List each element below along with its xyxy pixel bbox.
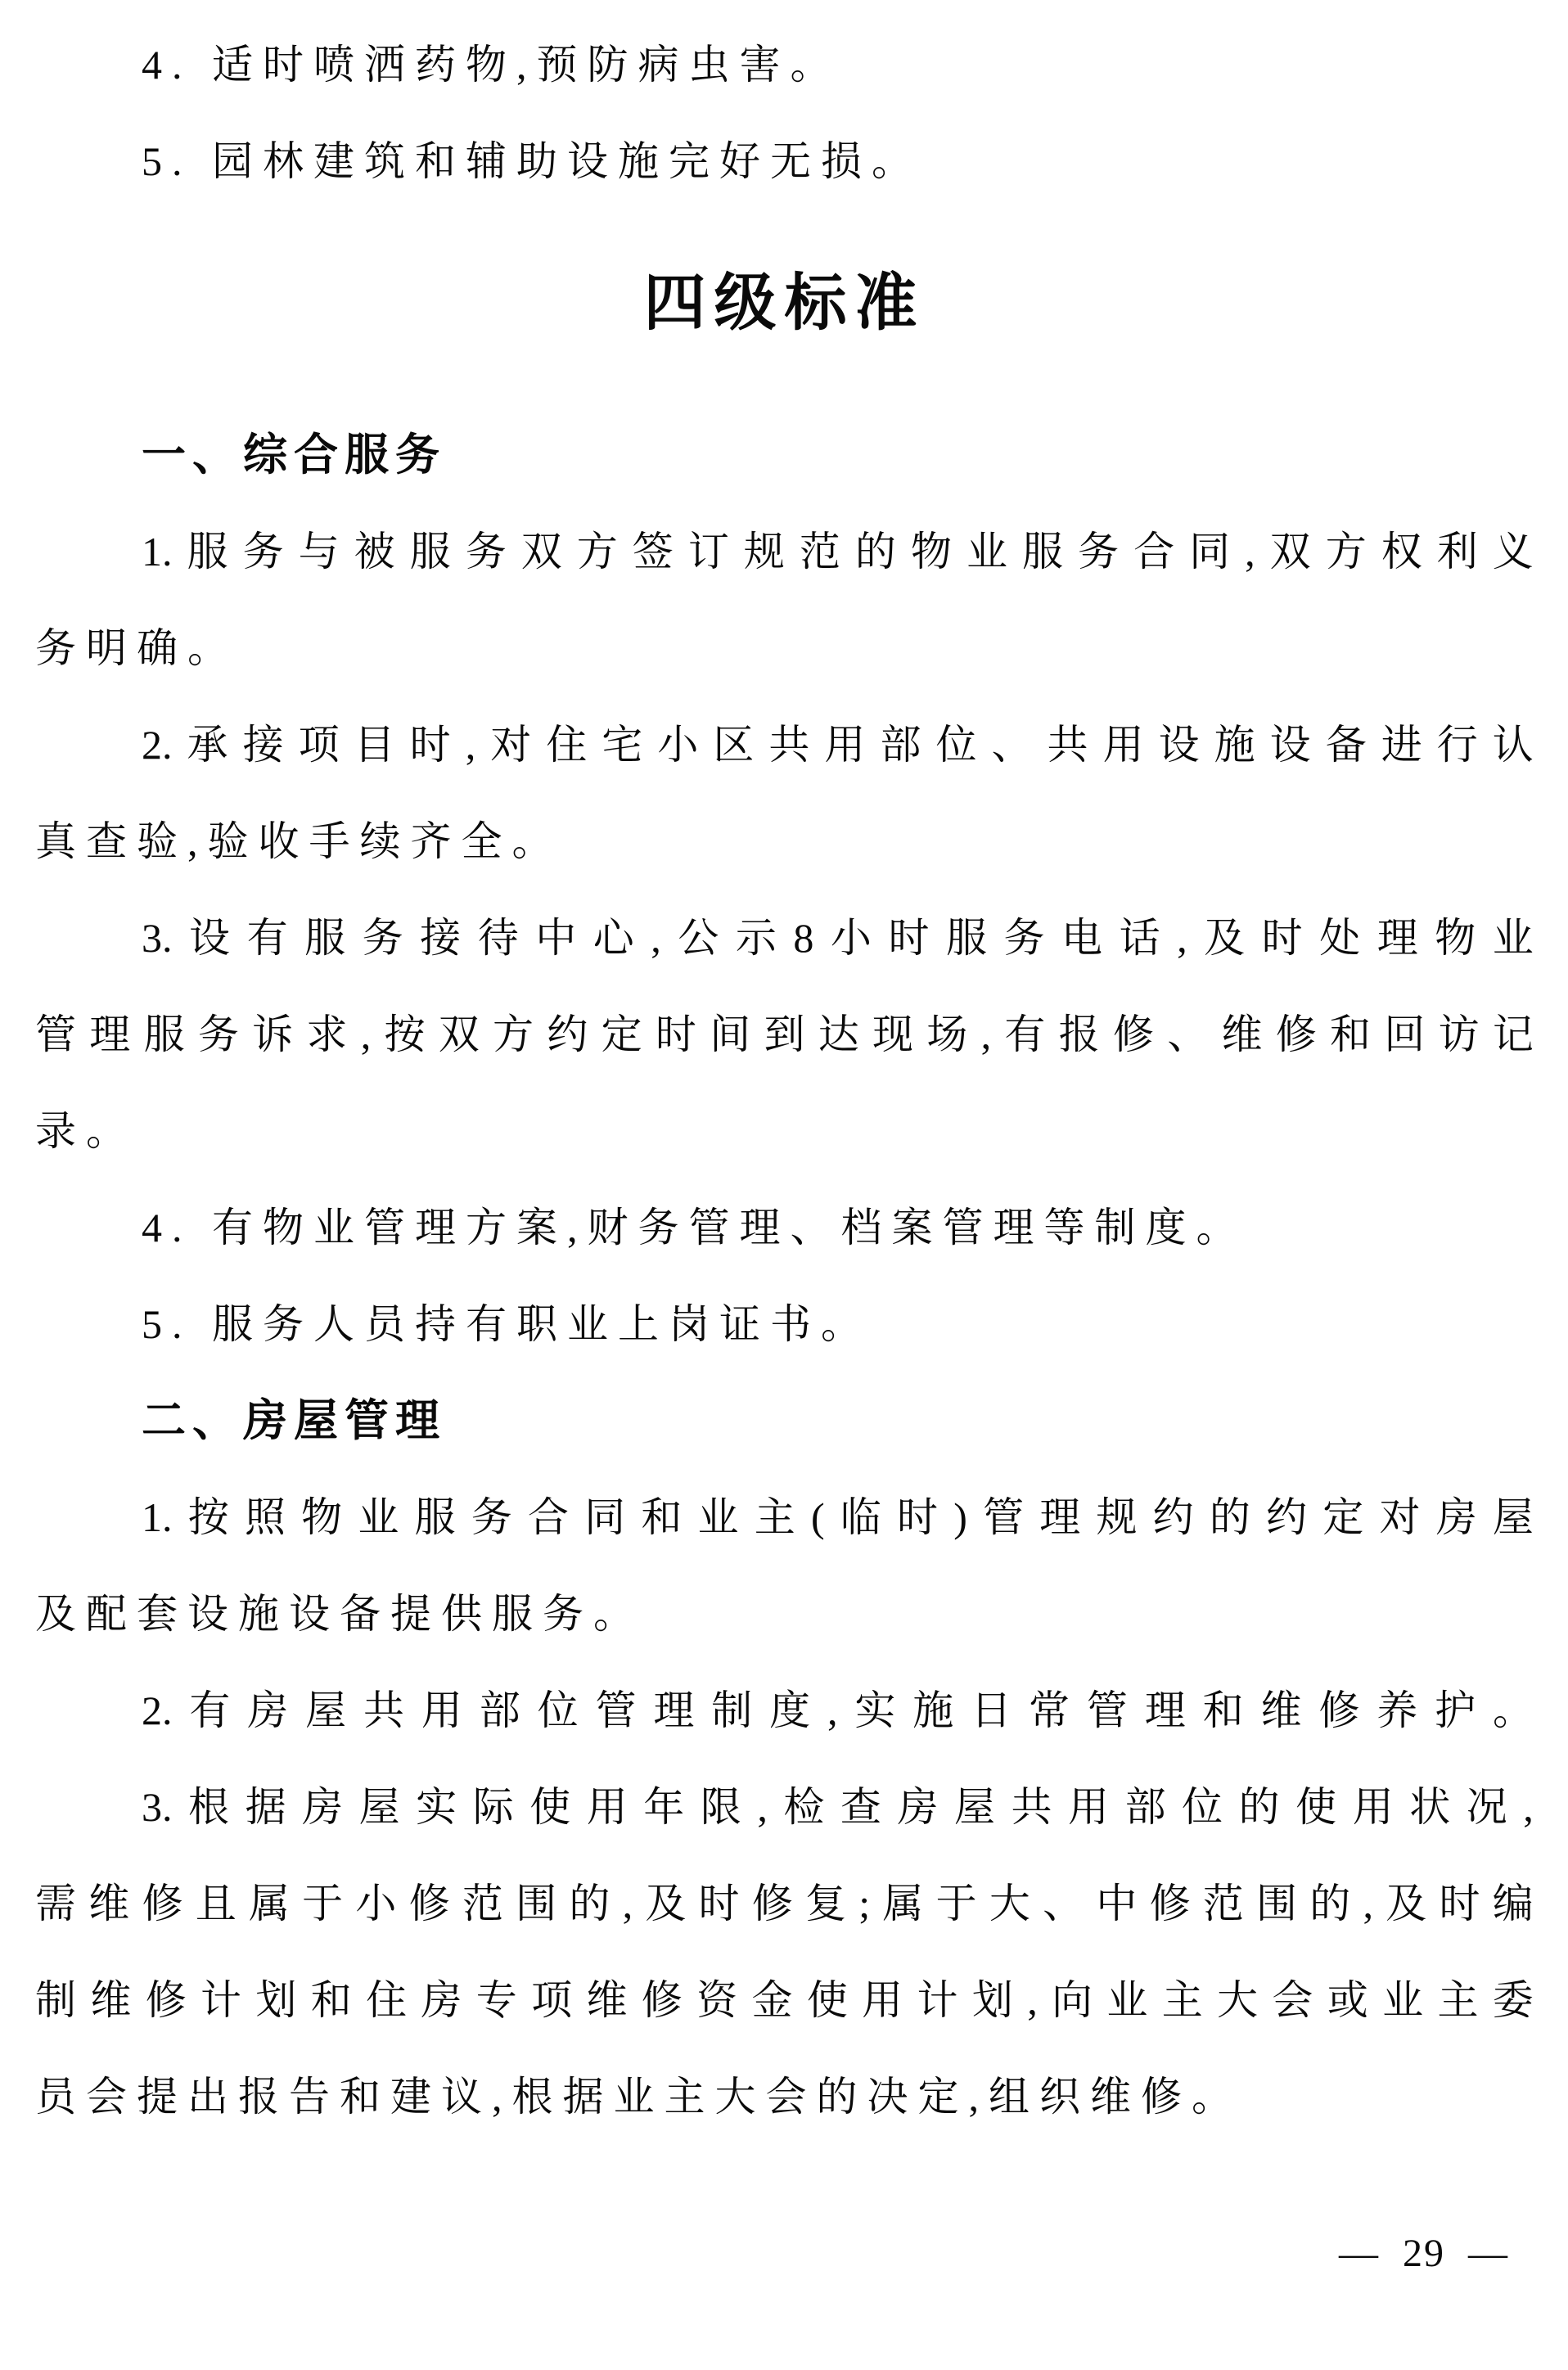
char: 、 [1043,1881,1084,1926]
char: 约 [547,1012,588,1057]
char: 到 [764,1012,805,1057]
char: 实 [416,1784,457,1830]
text-content [35,16,1534,2145]
char: 况 [1466,1784,1507,1830]
char: 物 [910,529,952,574]
char: 属 [882,1881,924,1926]
char: 中 [1096,1881,1138,1926]
char: 理 [1144,1687,1186,1733]
char: 务 [1078,529,1120,574]
char: 业 [1106,1977,1148,2023]
char: 房 [897,1784,939,1830]
char: 据 [245,1784,286,1830]
text-line [35,890,1534,986]
char: 有 [1004,1012,1046,1057]
char: 用 [824,722,866,768]
char: 共 [1047,722,1088,768]
char: 际 [472,1784,514,1830]
char: 管 [35,1012,76,1057]
char: 实 [854,1687,896,1733]
char: 方 [493,1012,534,1057]
char: 用 [1352,1784,1394,1830]
char: 按 [384,1012,426,1057]
char: 服 [143,1012,185,1057]
char: 话 [1119,915,1160,961]
char: 部 [880,722,921,768]
text-line [35,1662,1534,1759]
char: 求 [306,1012,348,1057]
char: 宅 [602,722,643,768]
text-line: 及配套设施设备提供服务。 [35,1591,644,1637]
char: 务 [465,529,507,574]
char: 规 [743,529,785,574]
char: 位 [935,722,977,768]
char: 认 [1492,722,1534,768]
char: 设 [1269,722,1311,768]
char: 及 [645,1881,687,1926]
char: 制 [711,1687,753,1733]
char: , [1027,1977,1038,2023]
char: 业 [697,1494,739,1540]
char: 、 [1167,1012,1209,1057]
char: 业 [1382,1977,1424,2023]
char: 复 [805,1881,847,1926]
char: 目 [354,722,395,768]
char: 有 [246,915,288,961]
char: 位 [1182,1784,1223,1830]
char: , [465,722,476,768]
char: ) [953,1494,967,1540]
char: ; [858,1881,871,1926]
text-line [35,1759,1534,1855]
char: 的 [1309,1881,1351,1926]
char: 定 [601,1012,642,1057]
char: 理 [1039,1494,1081,1540]
char: 与 [298,529,340,574]
char: 制 [35,1977,76,2023]
char: 于 [935,1881,977,1926]
char: 权 [1381,529,1422,574]
char: 设 [1158,722,1200,768]
char: 施 [912,1687,954,1733]
char: 对 [1379,1494,1421,1540]
char: 理 [653,1687,695,1733]
char: 用 [1068,1784,1110,1830]
char: 临 [840,1494,881,1540]
char: 诉 [252,1012,294,1057]
char: 检 [783,1784,825,1830]
char: 年 [643,1784,685,1830]
char: 服 [409,529,451,574]
char: 接 [420,915,462,961]
char: 施 [1214,722,1255,768]
char: , [360,1012,372,1057]
char: 规 [1096,1494,1138,1540]
char: , [651,915,661,961]
char: 业 [1492,915,1534,961]
char: 用 [862,1977,903,2023]
char: 房 [247,1687,289,1733]
char: 小 [830,915,872,961]
char: 场 [926,1012,968,1057]
char: 理 [89,1012,131,1057]
char: 2. [142,722,173,768]
char: 常 [1029,1687,1070,1733]
char: 房 [302,1784,344,1830]
char: 回 [1384,1012,1426,1057]
char: 属 [248,1881,290,1926]
char: 及 [1204,915,1246,961]
char: 维 [88,1881,130,1926]
char: 1. [142,529,173,574]
char: 时 [655,1012,696,1057]
char: 的 [1209,1494,1250,1540]
char: 报 [1058,1012,1100,1057]
char: 修 [641,1977,683,2023]
char: 管 [595,1687,637,1733]
char: 或 [1327,1977,1368,2023]
char: 会 [1272,1977,1313,2023]
char: 委 [1492,1977,1534,2023]
char: 管 [983,1494,1025,1540]
char: 使 [1295,1784,1337,1830]
char: 中 [535,915,577,961]
char: 间 [710,1012,751,1057]
char: 1. [142,1494,173,1540]
char: 主 [1161,1977,1203,2023]
char: 共 [363,1687,404,1733]
char: 务 [1003,915,1045,961]
char: 业 [966,529,1007,574]
char: 2. [142,1687,173,1733]
char: 状 [1409,1784,1451,1830]
text-line [35,696,1534,793]
char: 范 [799,529,840,574]
char: 编 [1492,1881,1534,1926]
char: 按 [187,1494,229,1540]
char: 修 [1112,1012,1154,1057]
text-line: 真查验,验收手续齐全。 [35,818,563,864]
char: 金 [751,1977,793,2023]
char: 公 [678,915,719,961]
char: 房 [1435,1494,1477,1540]
char: 进 [1381,722,1422,768]
text-line: 员会提出报告和建议,根据业主大会的决定,组织维修。 [35,2074,1242,2120]
char: 现 [872,1012,913,1057]
char: 维 [586,1977,628,2023]
char: 维 [90,1977,132,2023]
char: 修 [1318,1687,1360,1733]
text-line: 录。 [35,1108,137,1154]
char: 项 [298,722,340,768]
char: 范 [462,1881,503,1926]
char: 养 [1377,1687,1418,1733]
char: 务 [197,1012,239,1057]
char: , [622,1881,633,1926]
char: 专 [475,1977,517,2023]
char: 记 [1492,1012,1534,1057]
char: 设 [189,915,231,961]
char: 项 [531,1977,573,2023]
char: , [757,1784,768,1830]
char: 划 [255,1977,297,2023]
char: 照 [244,1494,286,1540]
char: 资 [696,1977,738,2023]
char: 的 [569,1881,611,1926]
char: 需 [35,1881,76,1926]
char: 修 [1275,1012,1317,1057]
char: 用 [586,1784,628,1830]
section-heading: 二、房屋管理 [142,1395,446,1446]
char: 计 [917,1977,958,2023]
char: 划 [971,1977,1013,2023]
char: 处 [1319,915,1361,961]
char: 有 [189,1687,231,1733]
char: 物 [1435,915,1476,961]
char: 维 [1221,1012,1263,1057]
char: 利 [1436,529,1478,574]
char: 服 [945,915,987,961]
text-line [35,1855,1534,1952]
char: 屋 [953,1784,995,1830]
char: 小 [657,722,699,768]
char: , [1523,1784,1534,1830]
char: 向 [1052,1977,1093,2023]
char: 大 [989,1881,1030,1926]
char: 行 [1436,722,1478,768]
char: 服 [1022,529,1063,574]
char: 时 [1439,1881,1480,1926]
text-line [35,1952,1534,2048]
char: 共 [1011,1784,1052,1830]
char: 根 [188,1784,230,1830]
char: 的 [854,529,896,574]
char: 小 [355,1881,397,1926]
char: 8 [793,915,814,961]
char: 同 [1189,529,1231,574]
char: 房 [421,1977,462,2023]
char: ( [810,1494,825,1540]
char: 业 [358,1494,399,1540]
section-heading: 一、综合服务 [142,429,446,480]
char: 待 [477,915,519,961]
char: 服 [187,529,228,574]
char: 接 [242,722,284,768]
char: 用 [421,1687,462,1733]
char: 双 [520,529,562,574]
char: 屋 [358,1784,400,1830]
text-line [35,1469,1534,1566]
char: 理 [1377,915,1418,961]
char: 双 [1269,529,1311,574]
char: 管 [1086,1687,1128,1733]
char: , [827,1687,838,1733]
char: 服 [414,1494,456,1540]
char: 义 [1492,529,1534,574]
char: 区 [713,722,755,768]
char: 备 [1325,722,1367,768]
char: 方 [1325,529,1367,574]
char: 主 [1437,1977,1479,2023]
char: 且 [195,1881,237,1926]
char: 于 [302,1881,344,1926]
char: 修 [408,1881,450,1926]
char: 计 [201,1977,242,2023]
char: 和 [641,1494,683,1540]
char: 日 [971,1687,1012,1733]
char: 约 [1152,1494,1194,1540]
char: 时 [698,1881,740,1926]
char: 维 [1260,1687,1302,1733]
text-line [35,986,1534,1083]
char: 围 [516,1881,557,1926]
char: 电 [1061,915,1103,961]
char: 务 [471,1494,512,1540]
char: 用 [1102,722,1144,768]
char: 使 [529,1784,571,1830]
char: 部 [479,1687,520,1733]
text-line: 5. 园林建筑和辅助设施完好无损。 [142,138,922,184]
char: , [980,1012,992,1057]
char: 合 [527,1494,569,1540]
char: 的 [1238,1784,1280,1830]
char: 及 [1386,1881,1427,1926]
char: 3. [142,1784,173,1830]
char: 合 [1133,529,1175,574]
char: 双 [438,1012,480,1057]
char: 示 [735,915,777,961]
char: 。 [1493,1687,1534,1733]
page-number: — 29 — [1339,2232,1509,2275]
char: 屋 [1492,1494,1534,1540]
char: 被 [354,529,395,574]
char: 时 [409,722,451,768]
char: 围 [1256,1881,1298,1926]
char: 约 [1266,1494,1308,1540]
text-line: 5. 服务人员持有职业上岗证书。 [142,1301,872,1347]
char: 对 [490,722,532,768]
char: 修 [1149,1881,1191,1926]
char: 和 [1202,1687,1244,1733]
char: 签 [632,529,674,574]
char: 务 [362,915,403,961]
char: 定 [1322,1494,1364,1540]
char: 时 [1261,915,1303,961]
document-heading: 四级标准 [643,266,926,339]
char: 3. [142,915,173,961]
char: 限 [700,1784,741,1830]
char: 、 [991,722,1033,768]
char: 住 [366,1977,408,2023]
char: 服 [304,915,346,961]
char: 主 [754,1494,795,1540]
char: 修 [142,1881,183,1926]
char: 时 [897,1494,938,1540]
char: 订 [687,529,729,574]
text-line [35,503,1534,600]
char: 务 [242,529,284,574]
char: 心 [593,915,634,961]
char: 和 [1330,1012,1372,1057]
char: 访 [1438,1012,1480,1057]
char: 修 [751,1881,793,1926]
char: 范 [1202,1881,1244,1926]
char: 时 [888,915,930,961]
char: 同 [584,1494,626,1540]
text-line: 务明确。 [35,625,238,671]
char: 修 [145,1977,187,2023]
char: 屋 [305,1687,347,1733]
char: 承 [187,722,228,768]
char: 方 [576,529,618,574]
char: , [1177,915,1187,961]
char: 查 [840,1784,881,1830]
char: 使 [806,1977,848,2023]
char: 共 [768,722,810,768]
text-line: 4. 有物业管理方案,财务管理、档案管理等制度。 [142,1205,1247,1250]
char: 位 [537,1687,579,1733]
text-line: 4. 适时喷洒药物,预防病虫害。 [142,42,841,88]
char: 度 [769,1687,811,1733]
char: 部 [1124,1784,1166,1830]
char: 达 [818,1012,859,1057]
char: 住 [546,722,588,768]
char: 护 [1435,1687,1476,1733]
char: 物 [301,1494,343,1540]
char: , [1245,529,1255,574]
char: 和 [310,1977,352,2023]
char: , [1363,1881,1373,1926]
char: 大 [1217,1977,1259,2023]
